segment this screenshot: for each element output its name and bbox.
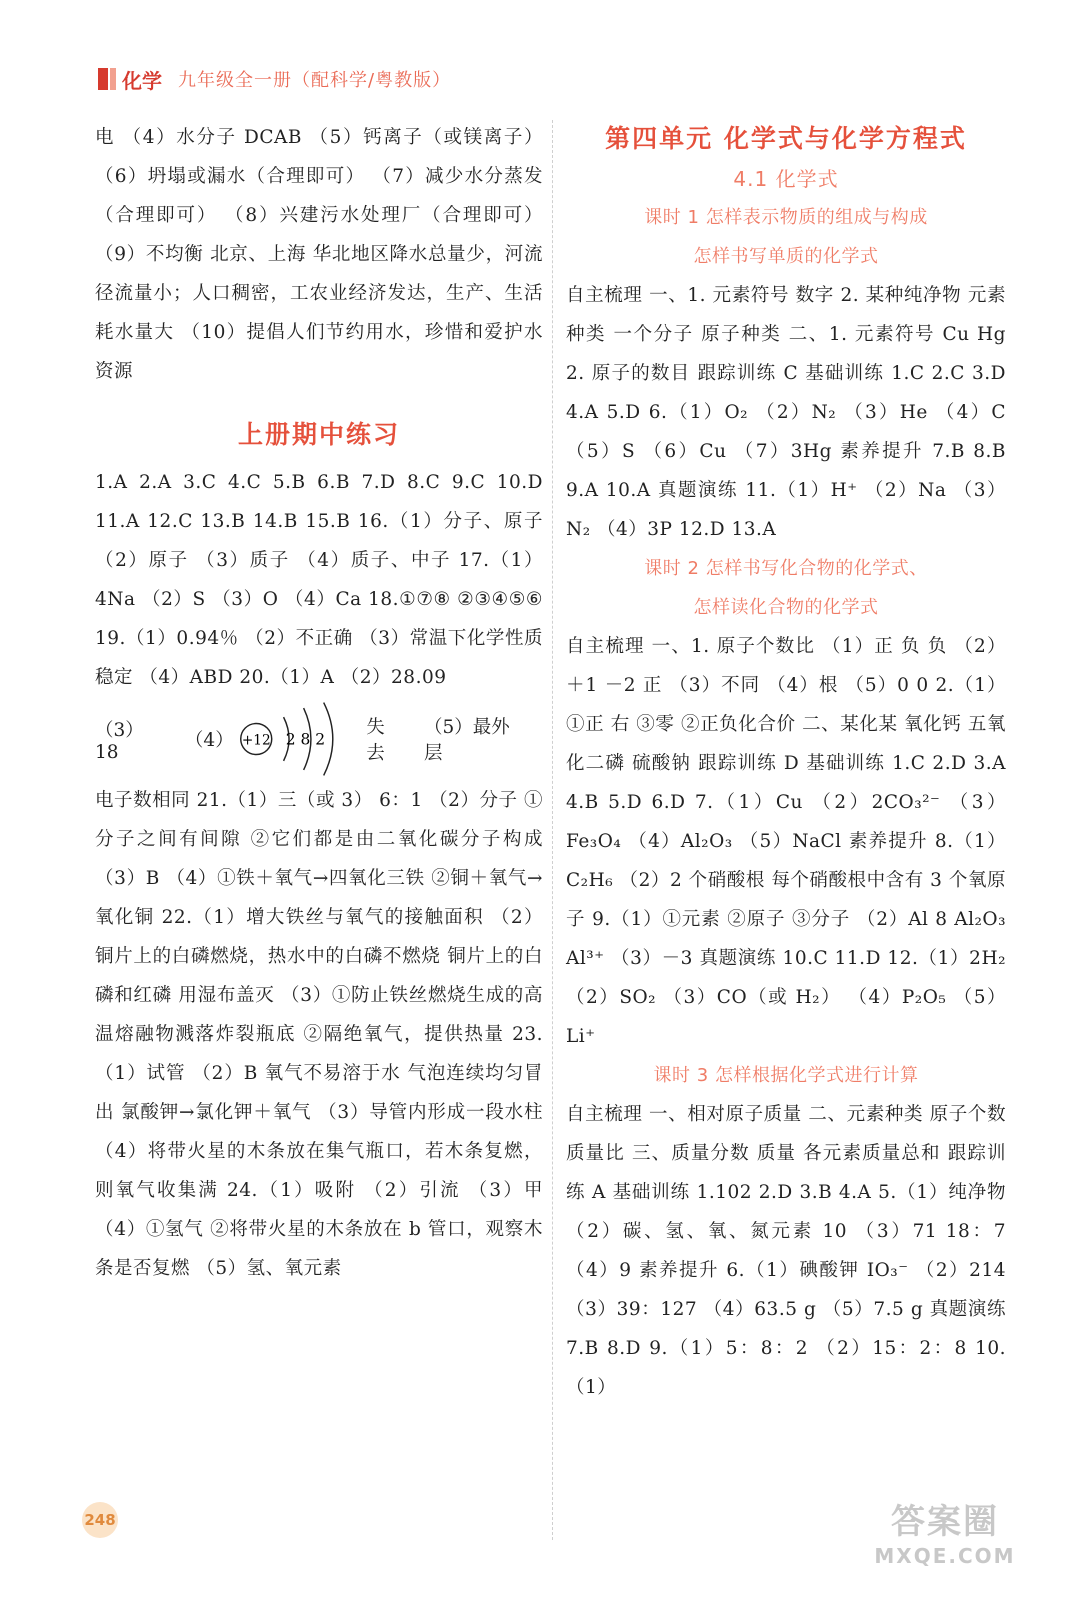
- lesson-title: 课时 2 怎样书写化合物的化学式、: [644, 558, 928, 579]
- lesson-title: 怎样书写单质的化学式: [693, 246, 879, 267]
- subject-mark-icon: [98, 68, 108, 90]
- answer-paragraph: 电 （4）水分子 DCAB （5）钙离子（或镁离子） （6）坍塌或漏水（合理即可） （7）减少水分蒸发（合理即可） （8）兴建污水处理厂（合理即可） （9）不均衡 北京、上海 华北地区降水总量少，河流径流量小；人口稠密，工农业经济发达，生产、生活耗水量大 （10）提倡人们节约用水，珍惜和爱护水资源: [95, 127, 543, 382]
- subject-mark-accent: [110, 68, 116, 90]
- right-column: [566, 118, 1006, 1407]
- left-column: [95, 118, 543, 1288]
- answer-paragraph: 自主梳理 一、1. 原子个数比 （1）正 负 负 （2）＋1 －2 正 （3）不同 （4）根 （5）0 0 2.（1）①正 右 ③零 ②正负化合价 二、某化某 氧化钙 五氧化二磷 硫酸钠 跟踪训练 D 基础训练 1.C 2.D 3.A 4.B 5.D 6.D 7.（1）Cu （2）2CO₃²⁻ （3）Fe₃O₄ （4）Al₂O₃ （5）NaCl 素养提升 8.（1）C₂H₆ （2）2 个硝酸根 每个硝酸根中含有 3 个氧原子 9.（1）①元素 ②原子 ③分子 （2）Al 8 Al₂O₃ Al³⁺ （3）－3 真题演练 10.C 11.D 12.（1）2H₂ （2）SO₂ （3）CO（或 H₂） （4）P₂O₅ （5）Li⁺: [566, 636, 1006, 1047]
- watermark-url: MXQE.COM: [874, 1544, 1016, 1568]
- atom-structure-diagram: [238, 697, 357, 781]
- answer-paragraph: 自主梳理 一、相对原子质量 二、元素种类 原子个数 质量比 三、质量分数 质量 各元素质量总和 跟踪训练 A 基础训练 1.102 2.D 3.B 4.A 5.（1）纯净物 （2）碳、氢、氧、氮元素 10 （3）71 18：7 （4）9 素养提升 6.（1）碘酸钾 IO₃⁻ （2）214 （3）39：127 （4）63.5 g （5）7.5 g 真题演练 7.B 8.D 9.（1）5：8：2 （2）15：2：8 10.（1）: [566, 1104, 1006, 1398]
- subject-label: 化学: [122, 68, 162, 93]
- section-title: 上册期中练习: [237, 420, 400, 449]
- electron-shells: 2 8 2: [285, 730, 325, 749]
- answer-text: （5）最外层: [423, 717, 510, 764]
- column-divider: [552, 120, 553, 1540]
- lesson-title: 课时 1 怎样表示物质的组成与构成: [644, 207, 928, 228]
- answer-text: （3）18: [95, 719, 144, 763]
- answer-paragraph: 自主梳理 一、1. 元素符号 数字 2. 某种纯净物 元素种类 一个分子 原子种类 二、1. 元素符号 Cu Hg 2. 原子的数目 跟踪训练 C 基础训练 1.C 2.C 3.D 4.A 5.D 6.（1）O₂ （2）N₂ （3）He （4）C （5）S （6）Cu （7）3Hg 素养提升 7.B 8.B 9.A 10.A 真题演练 11.（1）H⁺ （2）Na （3）N₂ （4）3P 12.D 13.A: [566, 285, 1006, 540]
- page-header: [98, 62, 451, 96]
- answer-paragraph: 1.A 2.A 3.C 4.C 5.B 6.B 7.D 8.C 9.C 10.D 11.A 12.C 13.B 14.B 15.B 16.（1）分子、原子 （2）原子 （3）质子 （4）质子、中子 17.（1）4Na （2）S （3）O （4）Ca 18.①⑦⑧ ②③④⑤⑥ 19.（1）0.94％ （2）不正确 （3）常温下化学性质稳定 （4）ABD 20.（1）A （2）28.09: [95, 472, 543, 688]
- watermark-text: 答案圈: [891, 1502, 999, 1542]
- unit-title: 第四单元 化学式与化学方程式: [605, 124, 967, 153]
- answer-text: （4）: [184, 730, 234, 751]
- atom-structure-row: [95, 697, 543, 781]
- lesson-title: 课时 3 怎样根据化学式进行计算: [653, 1065, 919, 1086]
- nucleus-charge: +12: [241, 732, 271, 749]
- answer-text: 失去: [366, 717, 385, 764]
- page-number: 248: [82, 1502, 118, 1538]
- answer-paragraph: 电子数相同 21.（1）三（或 3） 6：1 （2）分子 ①分子之间有间隙 ②它们都是由二氧化碳分子构成 （3）B （4）①铁＋氧气→四氧化三铁 ②铜＋氧气→氧化铜 22.（1）增大铁丝与氧气的接触面积 （2）铜片上的白磷燃烧，热水中的白磷不燃烧 铜片上的白磷和红磷 用湿布盖灭 （3）①防止铁丝燃烧生成的高温熔融物溅落炸裂瓶底 ②隔绝氧气，提供热量 23.（1）试管 （2）B 氧气不易溶于水 气泡连续均匀冒出 氯酸钾→氯化钾＋氧气 （3）导管内形成一段水柱 （4）将带火星的木条放在集气瓶口，若木条复燃，则氧气收集满 24.（1）吸附 （2）引流 （3）甲 （4）①氢气 ②将带火星的木条放在 b 管口，观察木条是否复燃 （5）氢、氧元素: [95, 790, 543, 1279]
- lesson-title: 怎样读化合物的化学式: [693, 597, 879, 618]
- watermark-logo: [870, 1500, 1020, 1580]
- book-title: 九年级全一册（配科学/粤教版）: [178, 70, 452, 91]
- chapter-title: 4.1 化学式: [733, 167, 839, 191]
